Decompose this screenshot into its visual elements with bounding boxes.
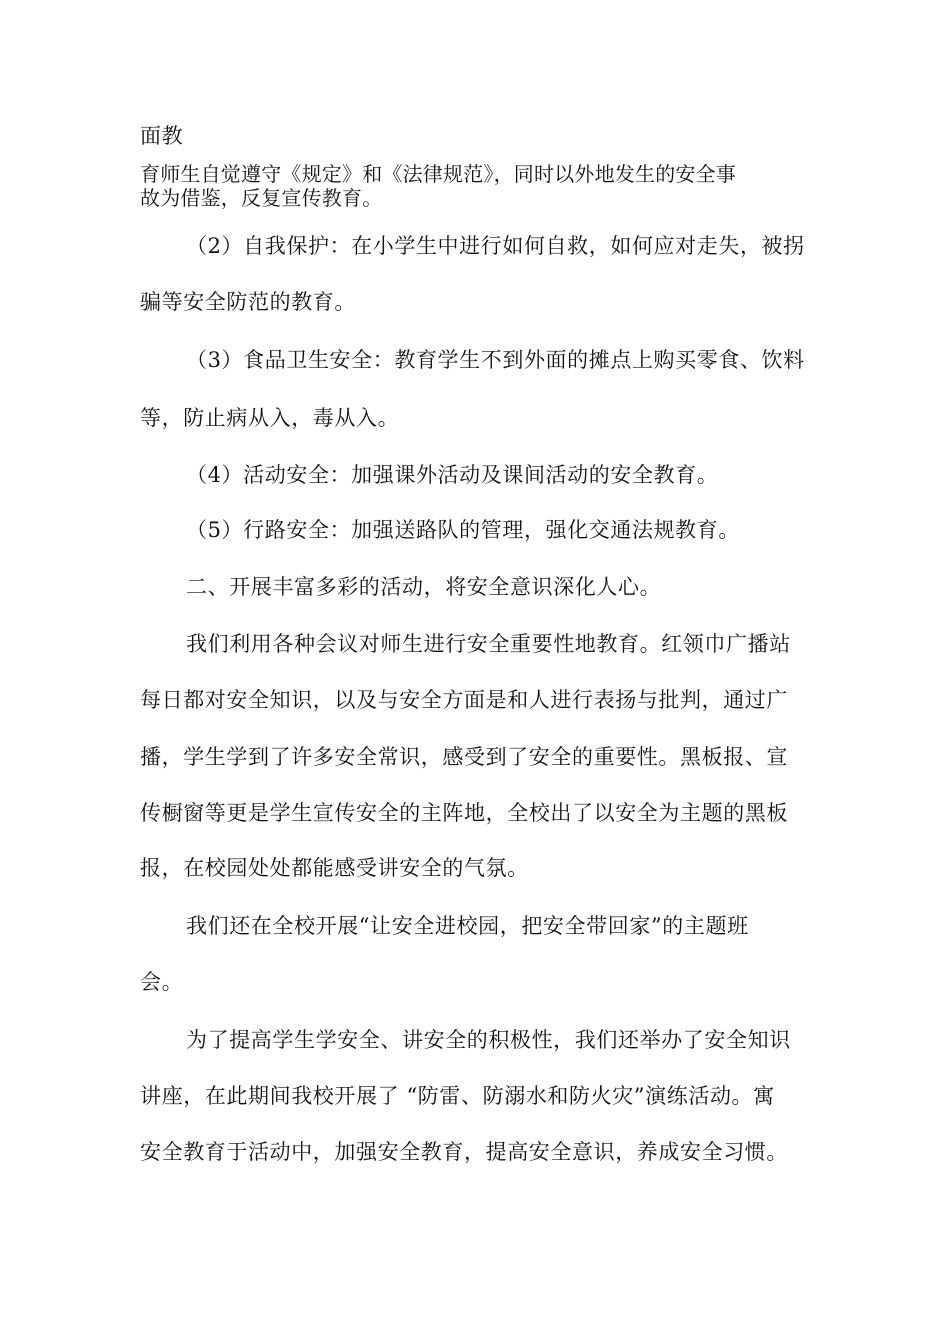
text-line-15: 报，在校园处处都能感受讲安全的气氛。 [140,856,529,880]
text-line-8: （4）活动安全：加强课外活动及课间活动的安全教育。 [186,463,719,487]
text-line-5: 骗等安全防范的教育。 [140,290,356,314]
text-line-19: 讲座，在此期间我校开展了 “防雷、防溺水和防火灾”演练活动。寓 [140,1084,775,1108]
text-line-4: （2）自我保护：在小学生中进行如何自救，如何应对走失，被拐 [186,234,805,258]
text-line-3: 故为借鉴，反复宣传教育。 [140,186,383,210]
text-line-11: 我们利用各种会议对师生进行安全重要性地教育。红领巾广播站 [186,632,791,656]
text-line-1: 面教 [140,124,184,148]
text-line-13: 播，学生学到了许多安全常识，感受到了安全的重要性。黑板报、宣 [140,745,788,769]
text-line-7: 等，防止病从入，毒从入。 [140,406,400,430]
text-line-16: 我们还在全校开展“让安全进校园，把安全带回家”的主题班 [186,914,749,938]
text-line-12: 每日都对安全知识，以及与安全方面是和人进行表扬与批判，通过广 [140,688,788,712]
text-line-9: （5）行路安全：加强送路队的管理，强化交通法规教育。 [186,518,740,542]
text-line-18: 为了提高学生学安全、讲安全的积极性，我们还举办了安全知识 [186,1028,791,1052]
text-line-2: 育师生自觉遵守《规定》和《法律规范》，同时以外地发生的安全事 [140,162,736,186]
text-line-20: 安全教育于活动中，加强安全教育，提高安全意识，养成安全习惯。 [140,1140,788,1164]
text-line-17: 会。 [140,970,184,994]
text-line-10: 二、开展丰富多彩的活动，将安全意识深化人心。 [186,575,662,599]
text-line-6: （3）食品卫生安全：教育学生不到外面的摊点上购买零食、饮料 [186,348,805,372]
text-line-14: 传橱窗等更是学生宣传安全的主阵地，全校出了以安全为主题的黑板 [140,801,788,825]
